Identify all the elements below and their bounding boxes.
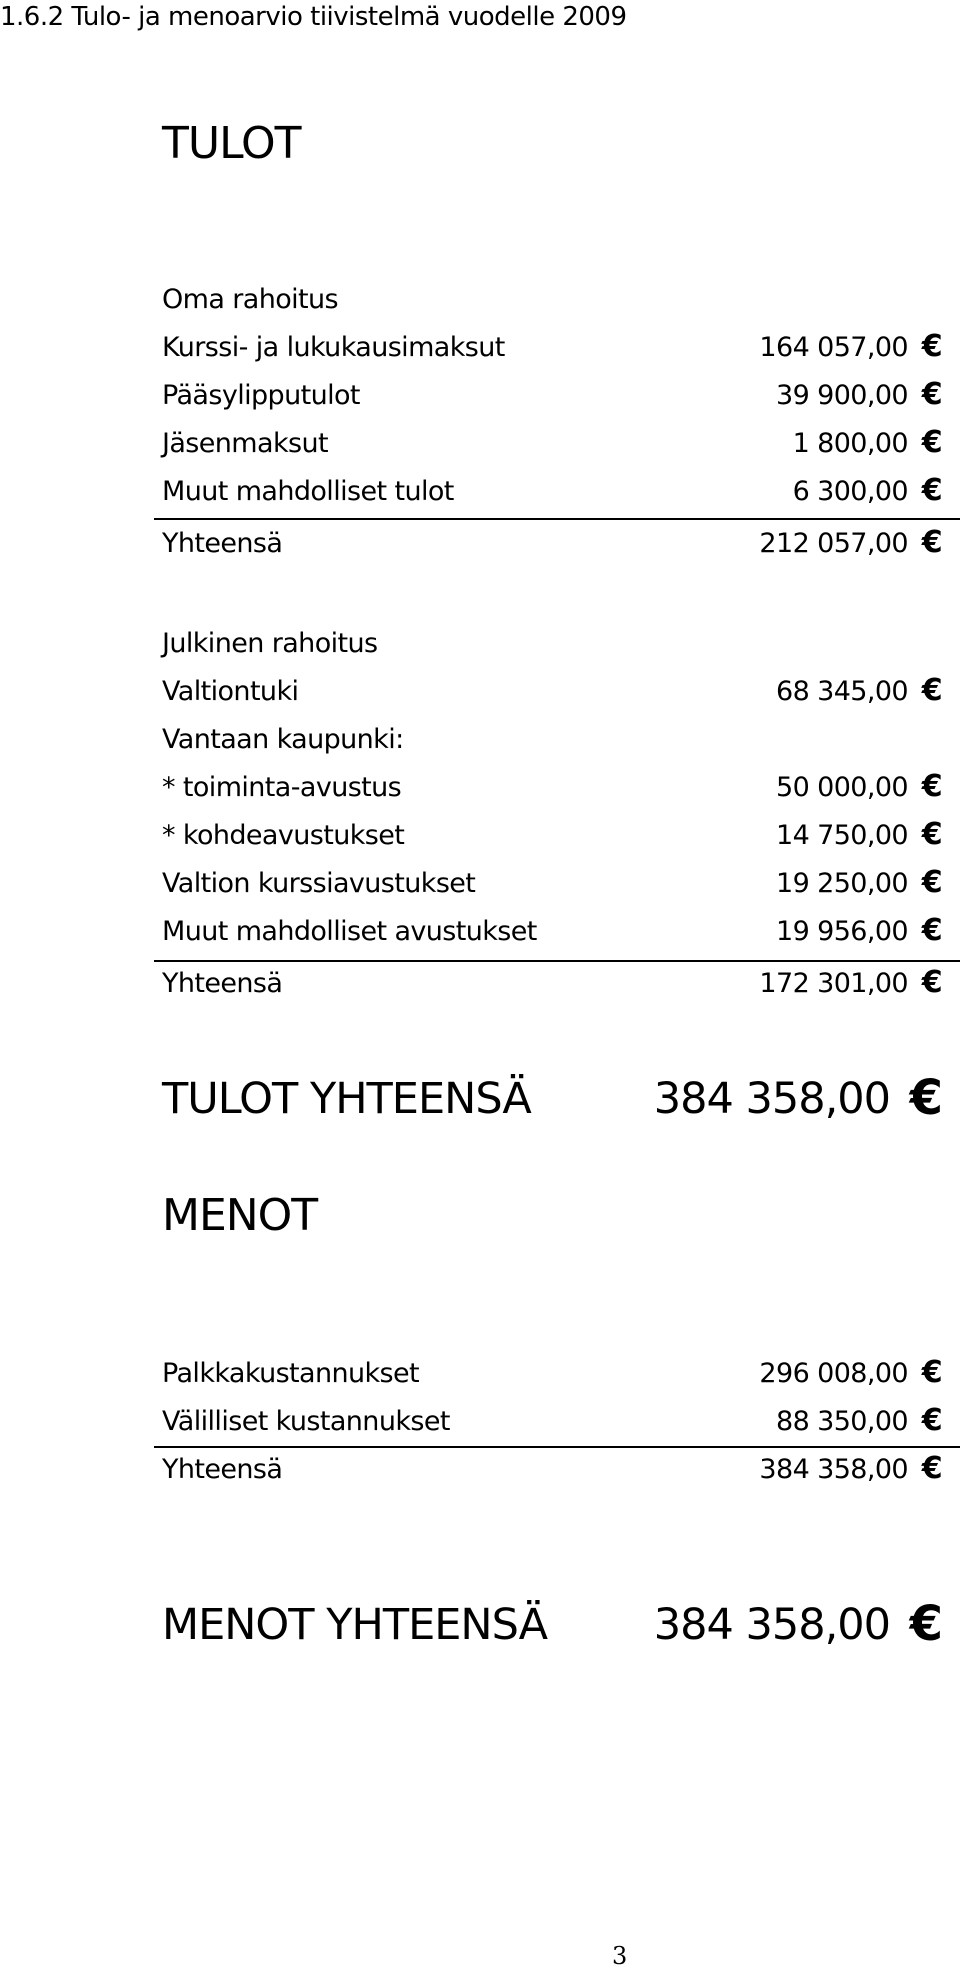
income-grand-total [162,1070,942,1134]
row-label: * kohdeavustukset [162,820,405,851]
table-row [162,425,942,468]
grand-total-label: TULOT YHTEENSÄ [162,1074,531,1124]
subtotal-divider [154,1446,960,1448]
table-row [162,724,942,764]
row-label: Kurssi- ja lukukausimaksut [162,332,505,363]
row-label: Välilliset kustannukset [162,1406,450,1437]
euro-icon: € [921,673,942,708]
grand-total-amount: 384 358,00 [653,1074,890,1124]
grand-total-amount: 384 358,00 [653,1600,890,1650]
subtotal-divider [154,960,960,962]
own-funding-title: Oma rahoitus [162,284,339,315]
row-label: Yhteensä [162,528,283,559]
row-amount: 296 008,00 [759,1358,908,1389]
table-row [162,769,942,812]
expenses-heading: MENOT [162,1190,318,1241]
euro-icon: € [909,1596,942,1652]
table-row [162,865,942,908]
euro-icon: € [921,817,942,852]
row-amount: 50 000,00 [775,772,908,803]
table-row [162,473,942,516]
row-label: Yhteensä [162,1454,283,1485]
row-label: Yhteensä [162,968,283,999]
euro-icon: € [921,1355,942,1390]
row-label: Muut mahdolliset avustukset [162,916,537,947]
expenses-grand-total [162,1596,942,1660]
row-amount: 68 345,00 [775,676,908,707]
row-amount: 384 358,00 [759,1454,908,1485]
euro-icon: € [921,425,942,460]
table-row [162,1355,942,1398]
row-amount: 172 301,00 [759,968,908,999]
row-label: Vantaan kaupunki: [162,724,404,755]
row-label: Muut mahdolliset tulot [162,476,454,507]
row-amount: 1 800,00 [792,428,908,459]
row-amount: 19 956,00 [775,916,908,947]
section-heading: 1.6.2 Tulo- ja menoarvio tiivistelmä vuodelle 2009 [0,2,627,32]
table-row [162,913,942,956]
grand-total-label: MENOT YHTEENSÄ [162,1600,548,1650]
row-amount: 39 900,00 [775,380,908,411]
subtotal-row [162,1451,942,1494]
euro-icon: € [909,1070,942,1126]
row-label: Valtiontuki [162,676,299,707]
public-funding-title: Julkinen rahoitus [162,628,378,659]
row-label: Jäsenmaksut [162,428,328,459]
euro-icon: € [921,913,942,948]
row-amount: 88 350,00 [775,1406,908,1437]
euro-icon: € [921,377,942,412]
row-label: Valtion kurssiavustukset [162,868,476,899]
euro-icon: € [921,1451,942,1486]
page-number: 3 [612,1942,628,1970]
row-amount: 19 250,00 [775,868,908,899]
subtotal-row [162,965,942,1008]
table-row [162,817,942,860]
euro-icon: € [921,525,942,560]
table-row [162,377,942,420]
euro-icon: € [921,965,942,1000]
subtotal-divider [154,518,960,520]
euro-icon: € [921,769,942,804]
euro-icon: € [921,865,942,900]
table-row [162,1403,942,1446]
euro-icon: € [921,1403,942,1438]
table-row [162,673,942,716]
row-label: Palkkakustannukset [162,1358,420,1389]
row-amount: 6 300,00 [792,476,908,507]
row-amount: 164 057,00 [759,332,908,363]
subtotal-row [162,525,942,568]
income-heading: TULOT [162,118,301,169]
euro-icon: € [921,329,942,364]
row-label: * toiminta-avustus [162,772,402,803]
row-label: Pääsylipputulot [162,380,360,411]
row-amount: 14 750,00 [775,820,908,851]
row-amount: 212 057,00 [759,528,908,559]
euro-icon: € [921,473,942,508]
table-row [162,329,942,372]
